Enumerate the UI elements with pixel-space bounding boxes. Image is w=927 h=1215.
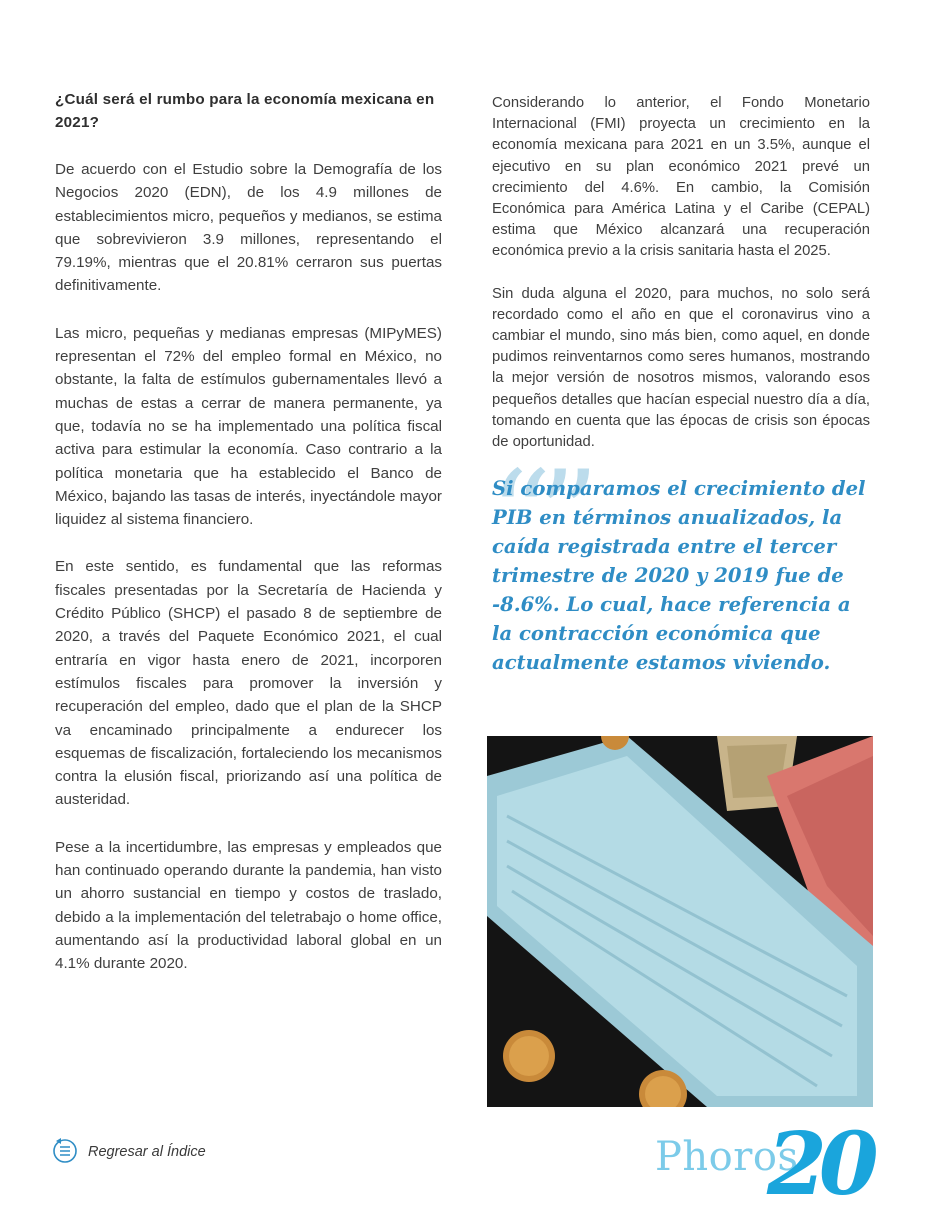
left-column xyxy=(55,88,442,1000)
left-paragraph: En este sentido, es fundamental que las reformas fiscales presentadas por la Secretaría de Hacienda y Crédito Público (SHCP) el pasado 8 de septiembre de 2020, a través del Paquete Económico 2021, el cual entraría en vigor hasta enero de 2021, incorporen estímulos fiscales para promover la inversión y recuperación del empleo, dado que el plan de la SHCP va encaminado principalmente a endurecer los esquemas de fiscalización, fortaleciendo los mecanismos contra la elusión fiscal, priorizando así una política de austeridad. xyxy=(55,558,442,809)
left-paragraph: De acuerdo con el Estudio sobre la Demografía de los Negocios 2020 (EDN), de los 4.9 millones de establecimientos micro, pequeños y medianos, se estima que sobrevivieron 3.9 millones, representando el 79.19%, mientras que el 20.81% cerraron sus puertas definitivamente. xyxy=(55,161,442,295)
pull-quote-text: Si comparamos el crecimiento del PIB en términos anualizados, la caída registrada entre el tercer trimestre de 2020 y 2019 fue de -8.6%. Lo cual, hace referencia a la contracción económica que actualmente estamos viviendo. xyxy=(492,477,866,675)
right-column xyxy=(492,93,870,677)
left-paragraph: Pese a la incertidumbre, las empresas y empleados que han continuado operando durante la pandemia, han visto un ahorro sustancial en tiempo y costos de traslado, debido a la implementación del teletrabajo o home office, aumentando así la productividad laboral global en un 4.1% durante 2020. xyxy=(55,838,442,973)
right-paragraph: Considerando lo anterior, el Fondo Monetario Internacional (FMI) proyecta un crecimiento en la economía mexicana para 2021 en un 3.5%, aunque el ejecutivo en su plan económico 2021 prevé un crecimiento del 4.6%. En cambio, la Comisión Económica para América Latina y el Caribe (CEPAL) estima que México alcanzará una recuperación económica previo a la crisis sanitaria hasta el 2025. xyxy=(492,95,870,260)
photo-illustration xyxy=(487,736,873,1107)
pull-quote xyxy=(490,446,870,677)
phoros-20-logo xyxy=(655,1114,895,1215)
section-heading: ¿Cuál será el rumbo para la economía mexicana en 2021? xyxy=(55,91,435,131)
mask-and-money-photo xyxy=(487,736,873,1107)
right-paragraph: Sin duda alguna el 2020, para muchos, no solo será recordado como el año en que el coronavirus vino a cambiar el mundo, sino más bien, como aquel, en donde pudimos reinventarnos como seres humanos, mostrando la mejor versión de nosotros mismos, valorando esos pequeños detalles que hacían especial nuestro día a día, tomando en cuenta que las épocas de crisis son épocas de oportunidad. xyxy=(492,285,870,451)
quote-mark-icon: “” xyxy=(490,446,585,586)
back-to-index-label: Regresar al Índice xyxy=(88,1144,206,1160)
left-paragraph: Las micro, pequeñas y medianas empresas (MIPyMES) representan el 72% del empleo formal en México, no obstante, la falta de estímulos gubernamentales llevó a muchas de estas a cerrar de manera permanente, ya que, todavía no se ha implementado una política fiscal activa para estimular la economía. Caso contrario a la política monetaria que ha establecido el Banco de México, bajando las tasas de interés, inyectándole mayor liquidez al sistema financiero. xyxy=(55,324,442,529)
return-to-index-icon xyxy=(52,1135,78,1170)
logo-word: Phoros xyxy=(655,1134,799,1180)
back-to-index-link[interactable] xyxy=(52,1137,206,1167)
logo-number: 20 xyxy=(767,1114,871,1215)
